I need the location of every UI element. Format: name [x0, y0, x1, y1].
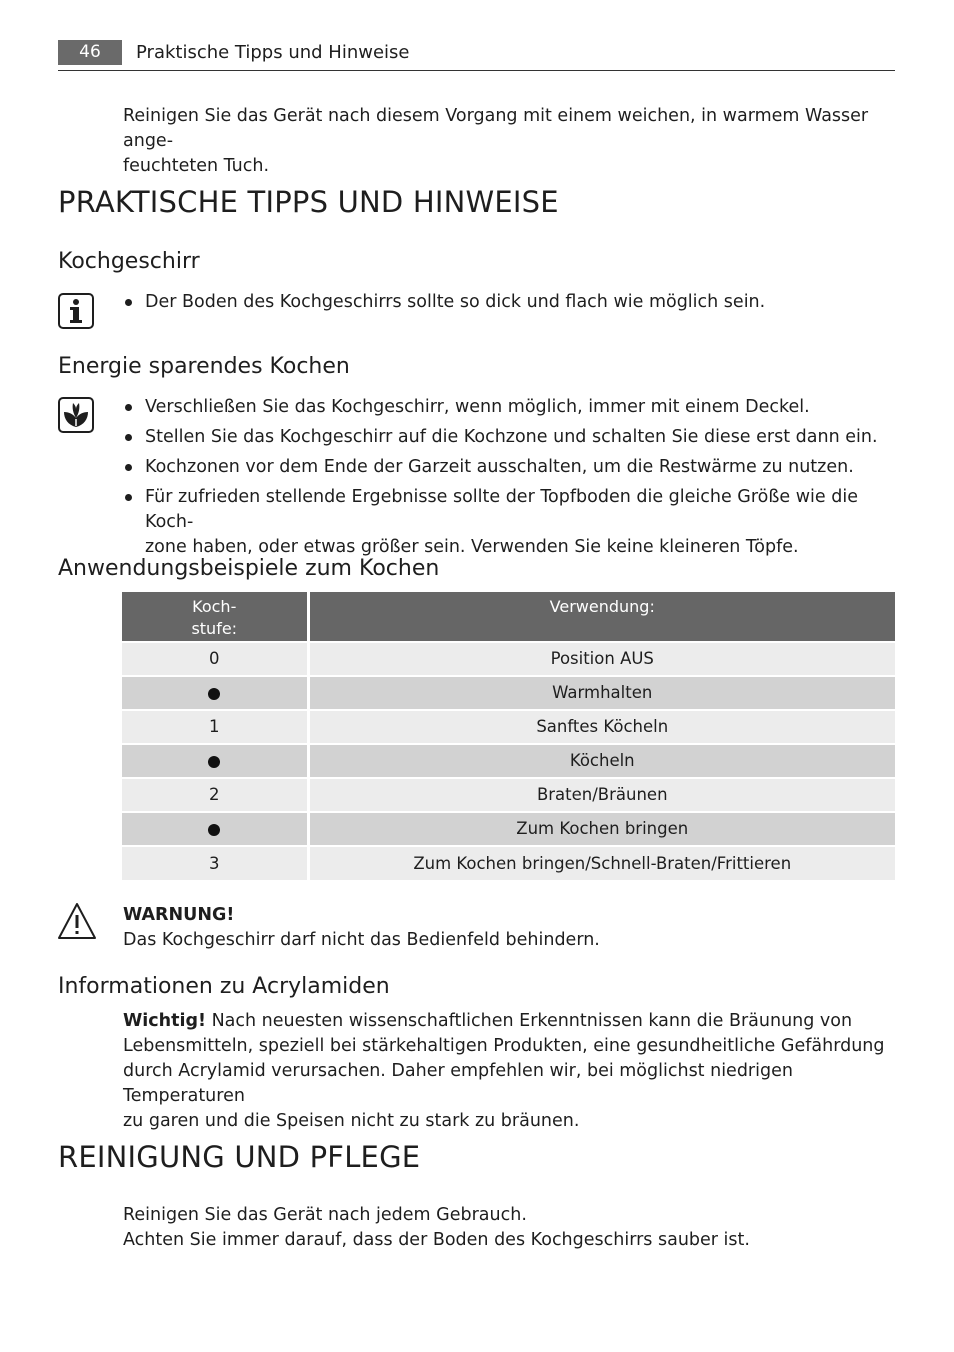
intro-paragraph: [123, 104, 903, 179]
cell-stufe: 3: [122, 846, 308, 880]
subheading-acrylamide: Informationen zu Acrylamiden: [58, 974, 390, 999]
section-title-reinigung: REINIGUNG UND PFLEGE: [58, 1140, 421, 1174]
cell-stufe: 1: [122, 710, 308, 744]
cell-verwendung: Zum Kochen bringen: [308, 812, 895, 846]
column-header-verwendung: Verwendung:: [308, 592, 895, 642]
bullet-dot: [125, 434, 132, 441]
cell-verwendung: Warmhalten: [308, 676, 895, 710]
cell-verwendung: Braten/Bräunen: [308, 778, 895, 812]
cell-verwendung: Köcheln: [308, 744, 895, 778]
bullet-dot: [125, 404, 132, 411]
warning-triangle-icon: [57, 902, 97, 940]
table-row: [122, 744, 895, 778]
energie-list: [123, 395, 893, 565]
cell-stufe: 2: [122, 778, 308, 812]
cell-stufe-dot: [122, 676, 308, 710]
list-item: Stellen Sie das Kochgeschirr auf die Kochzone und schalten Sie diese erst dann ein.: [123, 425, 893, 450]
warning-block: [123, 903, 883, 953]
header-divider: [58, 70, 895, 71]
bullet-dot: [125, 494, 132, 501]
acrylamide-paragraph: Wichtig! Nach neuesten wissenschaftlichen Erkenntnissen kann die Bräunung von Lebensmitteln, speziell bei stärkehaltigen Produkten, eine gesundheitliche Gefährdung durch Acrylamid verursachen. Daher empfehlen wir, bei möglichst niedrigen Temperaturen zu garen und die Speisen nicht zu stark zu bräunen.: [123, 1011, 885, 1131]
table-row: [122, 778, 895, 812]
table-header-row: [122, 592, 895, 642]
warning-text: Das Kochgeschirr darf nicht das Bedienfeld behindern.: [123, 930, 600, 950]
info-icon: [58, 293, 94, 329]
intermediate-level-dot: [208, 688, 220, 700]
list-item: Der Boden des Kochgeschirrs sollte so dick und flach wie möglich sein.: [123, 290, 893, 315]
cell-stufe-dot: [122, 812, 308, 846]
cell-verwendung: Position AUS: [308, 642, 895, 676]
cell-verwendung: Sanftes Köcheln: [308, 710, 895, 744]
subheading-kochgeschirr: Kochgeschirr: [58, 249, 200, 274]
table-row: [122, 642, 895, 676]
list-item: Verschließen Sie das Kochgeschirr, wenn möglich, immer mit einem Deckel.: [123, 395, 893, 420]
eco-leaf-icon: [58, 397, 94, 433]
list-item: Für zufrieden stellende Ergebnisse sollte der Topfboden die gleiche Größe wie die Koch- zone haben, oder etwas größer sein. Verwenden Sie keine kleineren Töpfe.: [123, 485, 893, 560]
intro-line-1: Reinigen Sie das Gerät nach diesem Vorgang mit einem weichen, in warmem Wasser ange-: [123, 106, 869, 151]
page-number: 46: [58, 40, 122, 65]
list-item: Kochzonen vor dem Ende der Garzeit ausschalten, um die Restwärme zu nutzen.: [123, 455, 893, 480]
subheading-energie: Energie sparendes Kochen: [58, 354, 350, 379]
cell-stufe-dot: [122, 744, 308, 778]
cell-stufe: 0: [122, 642, 308, 676]
intermediate-level-dot: [208, 824, 220, 836]
cell-verwendung: Zum Kochen bringen/Schnell-Braten/Frittieren: [308, 846, 895, 880]
table-row: [122, 846, 895, 880]
column-header-kochstufe: Koch- stufe:: [122, 592, 308, 642]
bullet-dot: [125, 299, 132, 306]
intro-line-2: feuchteten Tuch.: [123, 156, 270, 176]
kochgeschirr-list: [123, 290, 893, 320]
table-row: [122, 710, 895, 744]
warning-title: WARNUNG!: [123, 905, 235, 925]
section-title-praktische-tipps: PRAKTISCHE TIPPS UND HINWEISE: [58, 185, 559, 219]
running-header-title: Praktische Tipps und Hinweise: [136, 42, 410, 63]
table-row: [122, 812, 895, 846]
bullet-dot: [125, 464, 132, 471]
intermediate-level-dot: [208, 756, 220, 768]
cooking-levels-table: [122, 592, 895, 880]
emphasis-wichtig: Wichtig!: [123, 1011, 207, 1031]
table-row: [122, 676, 895, 710]
subheading-anwendungsbeispiele: Anwendungsbeispiele zum Kochen: [58, 556, 440, 581]
reinigung-paragraph: Reinigen Sie das Gerät nach jedem Gebrauch. Achten Sie immer darauf, dass der Boden des Kochgeschirrs sauber ist.: [123, 1205, 750, 1250]
